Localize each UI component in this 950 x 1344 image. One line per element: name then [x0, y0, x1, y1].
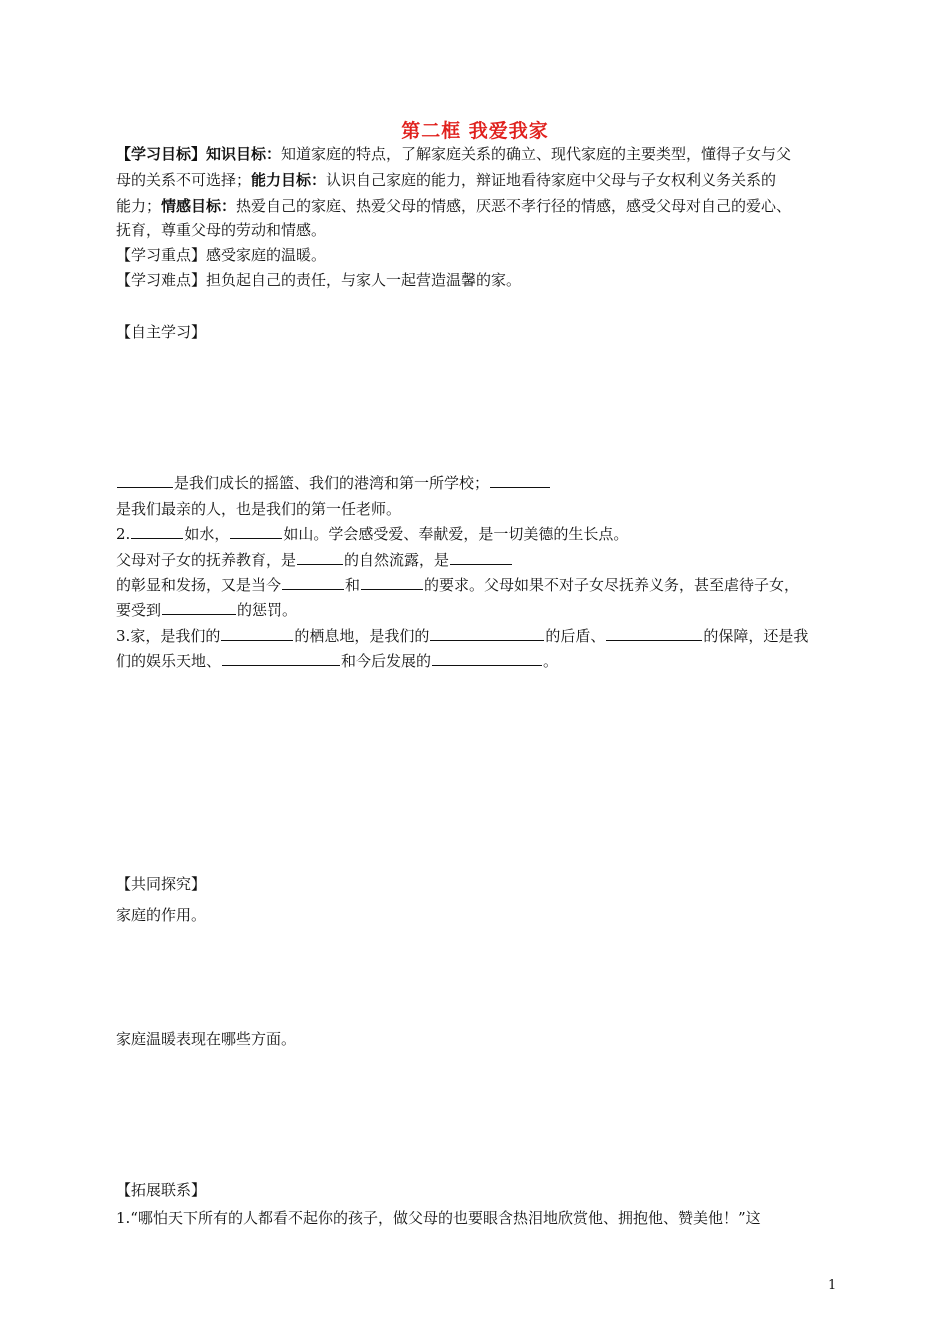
- difficulty: 【学习难点】担负起自己的责任，与家人一起营造温馨的家。: [116, 271, 522, 289]
- explore-q1: 家庭的作用。: [116, 906, 207, 924]
- blank[interactable]: [221, 626, 293, 641]
- self-study-q3-line-1: [116, 626, 808, 646]
- q2-text-b: 如山。学会感受爱、奉献爱，是一切美德的生长点。: [283, 525, 629, 543]
- objectives-line-4: [116, 220, 326, 240]
- blank[interactable]: [222, 651, 340, 666]
- knowledge-label: 知识目标：: [206, 145, 282, 163]
- q2-text-c: 父母对子女的抚养教育，是: [116, 551, 297, 569]
- blank[interactable]: [230, 524, 282, 539]
- q3-text-a: 家，是我们的: [130, 627, 221, 645]
- emotion-label: 情感目标：: [161, 197, 237, 215]
- knowledge-text: 知道家庭的特点，了解家庭关系的确立、现代家庭的主要类型，懂得子女与父: [281, 145, 792, 163]
- objectives-line-2: [116, 170, 776, 190]
- q3-text-e: 们的娱乐天地、: [116, 652, 222, 670]
- explore-heading: 【共同探究】: [116, 875, 207, 893]
- knowledge-text-cont: 母的关系不可选择；: [116, 171, 252, 189]
- blank[interactable]: [162, 600, 236, 615]
- self-study-q2-line-1: [116, 524, 628, 544]
- explore-q2: 家庭温暖表现在哪些方面。: [116, 1030, 297, 1048]
- page-title: 第二框 我爱我家: [401, 120, 549, 142]
- ability-text-cont: 能力；: [116, 197, 162, 215]
- q2-text-a: 如水，: [184, 525, 230, 543]
- blank[interactable]: [432, 651, 542, 666]
- q3-text-b: 的栖息地，是我们的: [294, 627, 430, 645]
- objectives-line-3: [116, 196, 791, 216]
- objectives-label: 【学习目标】: [116, 145, 207, 163]
- blank[interactable]: [450, 550, 512, 565]
- extend-q1: 1.“哪怕天下所有的人都看不起你的孩子，做父母的也要眼含热泪地欣赏他、拥抱他、赞美他！”这: [116, 1209, 761, 1227]
- blank[interactable]: [606, 626, 702, 641]
- extend-heading: 【拓展联系】: [116, 1181, 207, 1199]
- q2-text-g: 的要求。父母如果不对子女尽抚养义务，甚至虐待子女，: [424, 576, 800, 594]
- q2-text-f: 和: [345, 576, 361, 594]
- self-study-q2-line-2: [116, 550, 513, 570]
- q2-text-i: 的惩罚。: [237, 601, 298, 619]
- self-study-q2-line-3: [116, 575, 799, 595]
- q1-text-a: 是我们成长的摇篮、我们的港湾和第一所学校；: [174, 474, 490, 492]
- q2-text-e: 的彰显和发扬，又是当今: [116, 576, 282, 594]
- blank[interactable]: [117, 473, 173, 488]
- q3-number: 3.: [116, 627, 131, 645]
- objectives-line-1: [116, 144, 791, 164]
- self-study-q1-line-1: [116, 473, 551, 493]
- blank[interactable]: [361, 575, 423, 590]
- blank[interactable]: [297, 550, 343, 565]
- page-number: 1: [828, 1278, 837, 1293]
- ability-label: 能力目标：: [251, 171, 327, 189]
- q2-text-d: 的自然流露，是: [344, 551, 450, 569]
- self-study-q3-line-2: [116, 651, 558, 671]
- emotion-text-cont: 抚育，尊重父母的劳动和情感。: [116, 221, 327, 239]
- q3-text-g: 。: [543, 652, 559, 670]
- ability-text: 认识自己家庭的能力，辩证地看待家庭中父母与子女权利义务关系的: [326, 171, 777, 189]
- self-study-q1-line-2: 是我们最亲的人，也是我们的第一任老师。: [116, 500, 402, 518]
- blank[interactable]: [282, 575, 344, 590]
- emotion-text: 热爱自己的家庭、热爱父母的情感，厌恶不孝行径的情感，感受父母对自己的爱心、: [236, 197, 792, 215]
- q2-text-h: 要受到: [116, 601, 162, 619]
- blank[interactable]: [430, 626, 544, 641]
- blank[interactable]: [131, 524, 183, 539]
- q3-text-c: 的后盾、: [545, 627, 606, 645]
- blank[interactable]: [490, 473, 550, 488]
- key-point: 【学习重点】感受家庭的温暖。: [116, 246, 327, 264]
- self-study-q2-line-4: [116, 600, 297, 620]
- q3-text-f: 和今后发展的: [341, 652, 432, 670]
- self-study-heading: 【自主学习】: [116, 323, 207, 341]
- q3-text-d: 的保障，还是我: [703, 627, 809, 645]
- q2-number: 2.: [116, 525, 131, 543]
